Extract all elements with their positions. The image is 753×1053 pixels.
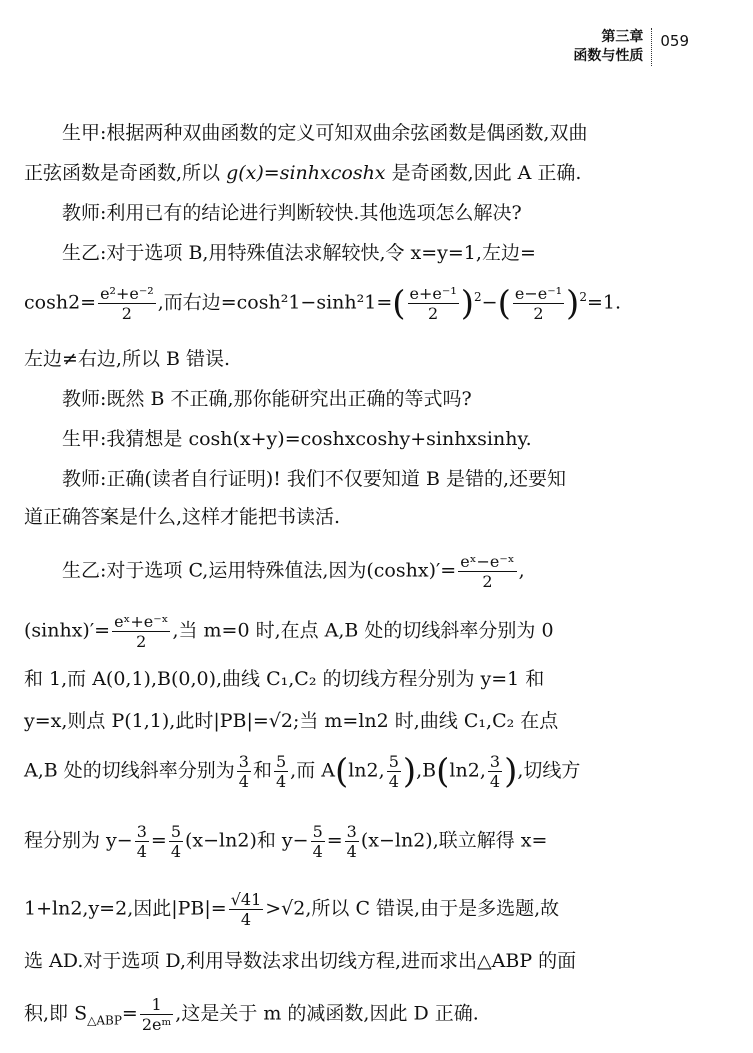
fraction [311, 822, 325, 861]
denominator: 4 [346, 842, 357, 861]
fraction [98, 284, 156, 323]
numerator: 3 [346, 822, 357, 841]
fraction [169, 822, 183, 861]
text-segment: =1. [586, 291, 622, 314]
text-segment: 是奇函数,因此 A 正确. [391, 162, 582, 184]
numerator: 3 [489, 752, 501, 771]
numerator: 5 [312, 822, 323, 841]
text-line-1: 生甲:根据两种双曲函数的定义可知双曲余弦函数是偶函数,双曲 [62, 122, 588, 144]
text-line-18: 选 AD.对于选项 D,利用导数法求出切线方程,进而求出△ABP 的面 [24, 950, 577, 972]
denominator: 2 [482, 572, 493, 591]
running-header [573, 28, 689, 66]
fraction [274, 752, 288, 791]
fraction [513, 284, 564, 323]
text-segment: (sinhx)′= [24, 619, 111, 642]
text-segment: cosh2= [24, 291, 97, 314]
header-left [573, 28, 652, 66]
text-line-17 [24, 890, 559, 929]
denominator: 4 [388, 772, 399, 791]
text-line-3: 教师:利用已有的结论进行判断较快.其他选项怎么解决? [62, 202, 522, 224]
numerator: 3 [238, 752, 249, 771]
text-line-9: 教师:正确(读者自行证明)! 我们不仅要知道 B 是错的,还要知 [62, 468, 566, 490]
text-line-13: 和 1,而 A(0,1),B(0,0),曲线 C₁,C₂ 的切线方程分别为 y=1 和 [24, 668, 545, 690]
text-segment: ,这是关于 m 的减函数,因此 D 正确. [175, 1002, 479, 1025]
fraction [408, 284, 459, 323]
text-segment: 和 [252, 759, 272, 782]
text-segment: (x−ln2),联立解得 x= [360, 829, 548, 852]
text-segment: 积,即 S [24, 1002, 88, 1025]
text-line-14: y=x,则点 P(1,1),此时|PB|=√2;当 m=ln2 时,曲线 C₁,C₂ 在点 [24, 710, 559, 732]
numerator: e+e⁻¹ [409, 284, 457, 303]
fraction [112, 612, 170, 651]
fraction [229, 890, 264, 929]
text-line-16 [24, 822, 547, 861]
text-segment: = [150, 829, 167, 852]
text-segment: 1+ln2,y=2,因此|PB|= [24, 897, 227, 920]
fraction [488, 752, 502, 791]
text-line-19 [24, 995, 479, 1034]
denominator: 4 [489, 772, 501, 791]
numerator: 5 [388, 752, 399, 771]
page-number: 059 [660, 32, 689, 50]
text-segment: ,切线方 [517, 759, 581, 782]
numerator: 3 [136, 822, 147, 841]
denominator: 2 [428, 304, 439, 323]
text-line-15: A,B 处的切线斜率分别为 $\frac{3}{4}$ 和 $\frac{5}{4}$ ,而 A(ln2, $\frac{5}{4}$ ),B(ln2, $\frac{3}{4}$ ),切线方 [24, 751, 581, 792]
text-segment: ,而右边=cosh²1−sinh²1= [157, 291, 393, 314]
chapter-title: 函数与性质 [573, 48, 644, 64]
fraction [458, 552, 516, 591]
math-g: g(x)=sinhxcoshx [226, 162, 386, 184]
denominator: 4 [136, 842, 147, 861]
text-line-5: cosh2= $\frac{\text{e²+e⁻²}}{2}$ ,而右边=cosh²1−sinh²1=( $\frac{\text{e+e⁻¹}}{2}$ )$^2$−( $\frac{\text{e−e⁻¹}}{2}$ )$^2$=1. [24, 283, 622, 324]
math-ln2: ln2, [348, 759, 385, 782]
fraction [237, 752, 251, 791]
math-ln2: ln2, [449, 759, 486, 782]
denominator: 2 [121, 304, 132, 323]
fraction [140, 995, 173, 1034]
denominator: 2 [136, 632, 147, 651]
denominator: 4 [312, 842, 323, 861]
text-line-8: 生甲:我猜想是 cosh(x+y)=coshxcoshy+sinhxsinhy. [62, 428, 532, 450]
numerator: 1 [140, 995, 173, 1015]
fraction [135, 822, 149, 861]
text-line-7: 教师:既然 B 不正确,那你能研究出正确的等式吗? [62, 388, 472, 410]
text-segment: ,而 A [290, 759, 335, 782]
text-segment: 正弦函数是奇函数,所以 [24, 162, 221, 184]
text-segment: ,B [416, 759, 437, 782]
text-segment: >√2,所以 C 错误,由于是多选题,故 [265, 897, 560, 920]
numerator: eˣ−e⁻ˣ [460, 552, 515, 571]
denominator: 2 [533, 304, 544, 323]
text-line-4: 生乙:对于选项 B,用特殊值法求解较快,令 x=y=1,左边= [62, 242, 536, 264]
text-segment: 程分别为 y− [24, 829, 133, 852]
text-segment: = [326, 829, 343, 852]
exponent: 2 [474, 290, 482, 305]
text-segment: , [518, 559, 525, 582]
numerator: e²+e⁻² [100, 284, 154, 303]
numerator: 5 [275, 752, 287, 771]
text-segment: = [121, 1002, 138, 1025]
denominator: 4 [240, 910, 252, 929]
denominator: 2eᵐ [141, 1015, 172, 1034]
denominator: 4 [238, 772, 249, 791]
text-line-12 [24, 612, 554, 651]
text-segment: (x−ln2)和 y− [185, 829, 309, 852]
text-line-6: 左边≠右边,所以 B 错误. [24, 348, 231, 370]
subscript: △ABP [87, 1013, 122, 1028]
numerator: e−e⁻¹ [514, 284, 563, 303]
exponent: 2 [579, 290, 587, 305]
text-segment: A,B 处的切线斜率分别为 [24, 759, 235, 782]
denominator: 4 [275, 772, 287, 791]
text-line-11 [62, 552, 525, 591]
numerator: √41 [230, 890, 262, 909]
denominator: 4 [170, 842, 181, 861]
chapter-label: 第三章 [601, 29, 644, 45]
text-line-2 [24, 164, 581, 183]
text-segment: ,当 m=0 时,在点 A,B 处的切线斜率分别为 0 [172, 619, 554, 642]
text-line-10: 道正确答案是什么,这样才能把书读活. [24, 506, 341, 528]
fraction [345, 822, 359, 861]
text-segment: 生乙:对于选项 C,运用特殊值法,因为(coshx)′= [62, 559, 457, 582]
numerator: 5 [170, 822, 181, 841]
fraction [387, 752, 401, 791]
numerator: eˣ+e⁻ˣ [114, 612, 169, 631]
